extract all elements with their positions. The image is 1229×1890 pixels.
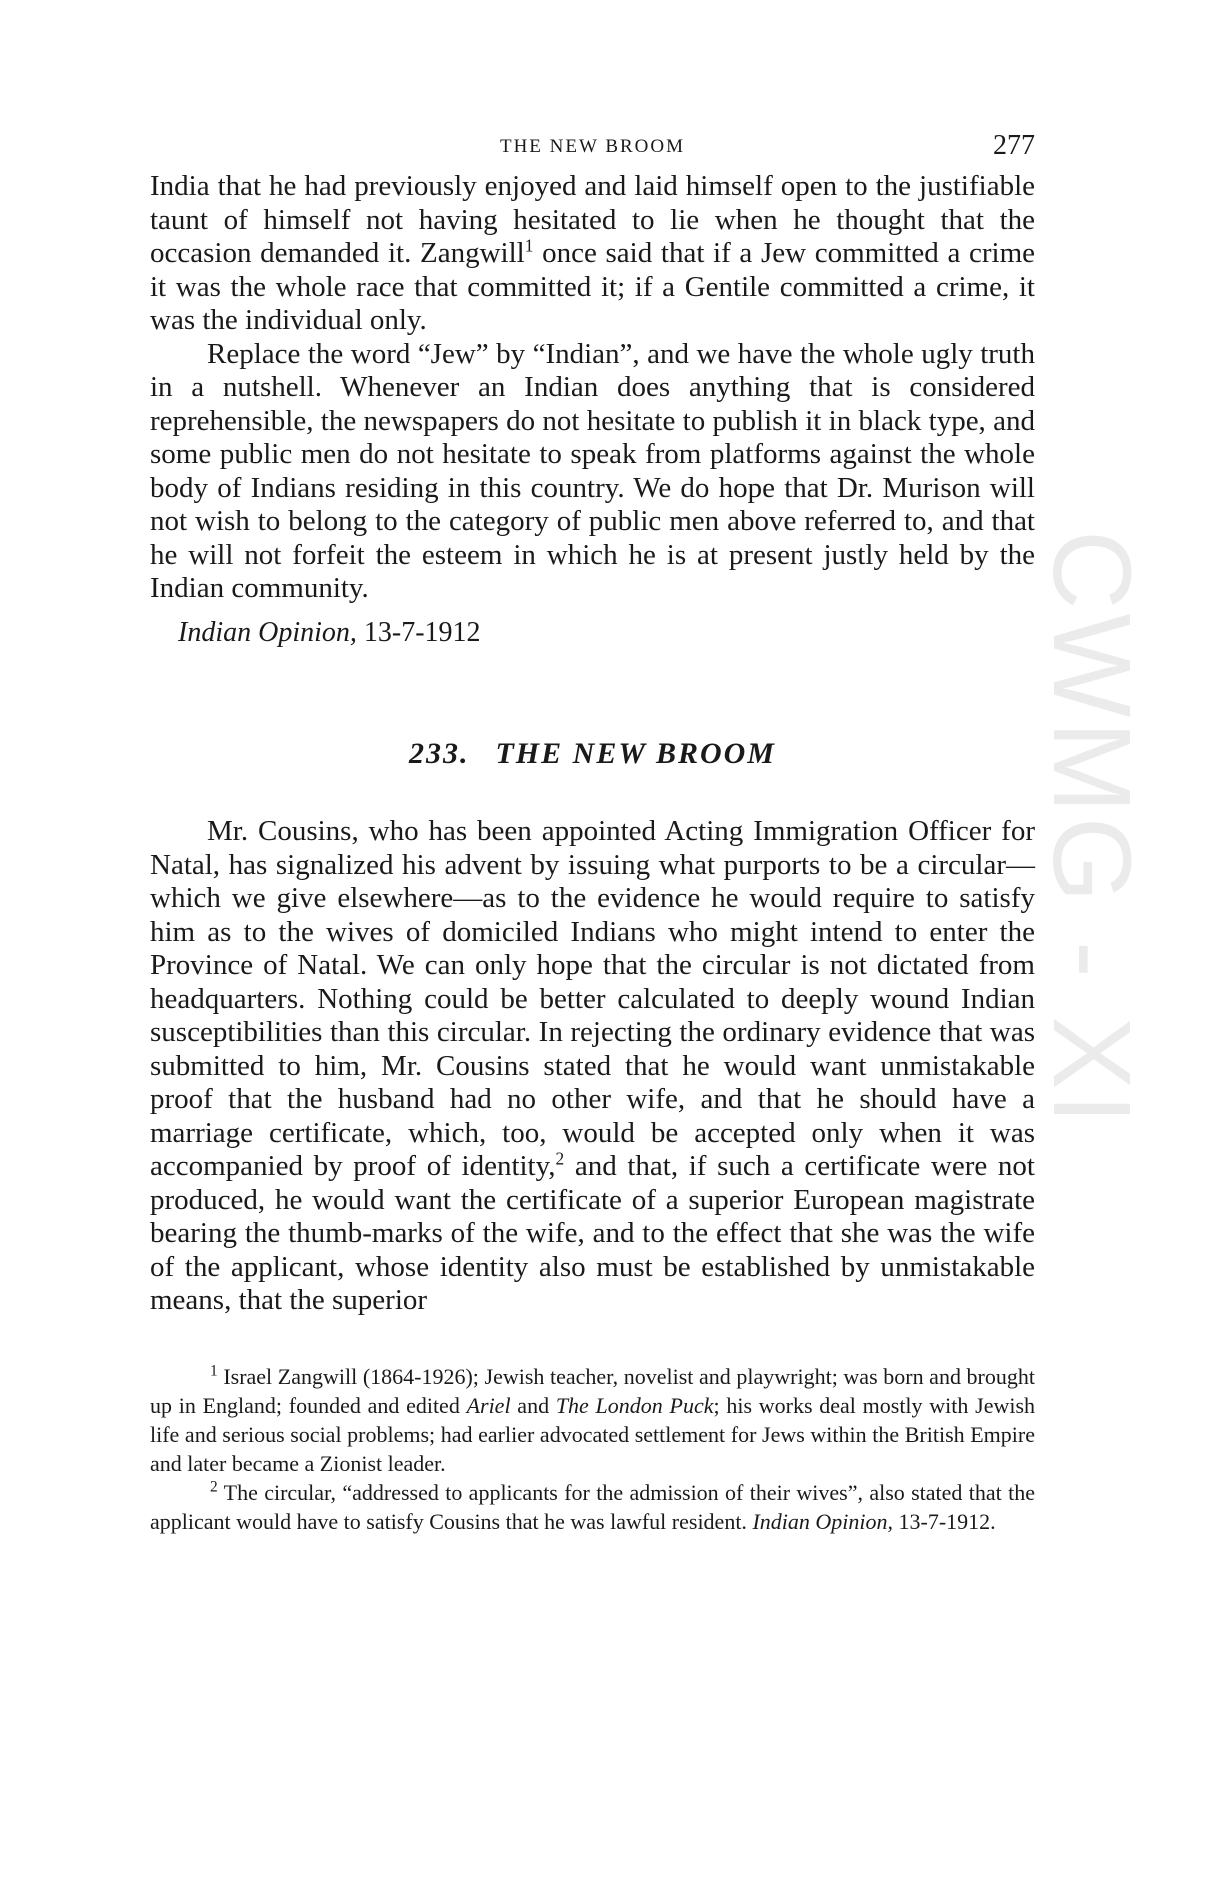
footnote-italic: The London Puck <box>555 1392 714 1418</box>
section-heading <box>150 737 1035 771</box>
paragraph-text: India that he had previously enjoyed and laid himself open to the justifiable taunt of himself not having hesitated to lie when he thought that the occasion demanded it. Zangwill <box>150 170 1035 269</box>
paragraph-text: Mr. Cousins, who has been appointed Acting Immigration Officer for Natal, has signalized his advent by issuing what purports to be a circular—which we give elsewhere—as to the evidence he would require to satisfy him as to the wives of domiciled Indians who might intend to enter the Province of Natal. We can only hope that the circular is not dictated from headquarters. Nothing could be better calculated to deeply wound Indian susceptibilities than this circular. In rejecting the ordinary evidence that was submitted to him, Mr. Cousins stated that he would want unmistakable proof that the husband had no other wife, and that he should have a marriage certificate, which, too, would be accepted only when it was accompanied by proof of identity, <box>150 815 1035 1182</box>
footnote-text: Israel Zangwill (1864-1926); Jewish teacher, novelist and playwright; was born and brought up in England; founded and edited <box>150 1363 1035 1418</box>
watermark: CWMG - XI <box>1030 530 1153 1129</box>
paragraph-text: and that, if such a certificate were not produced, he would want the certificate of a superior European magistrate bearing the thumb-marks of the wife, and to the effect that she was the wife of the applicant, whose identity also must be established by unmistakable means, that the superior <box>150 1150 1035 1316</box>
footnote-italic: Indian Opinion, <box>752 1508 893 1534</box>
running-title: THE NEW BROOM <box>499 136 686 157</box>
paragraph-continued <box>150 170 1035 338</box>
footnote-reference: 1 <box>524 235 534 256</box>
paragraph: Replace the word “Jew” by “Indian”, and we have the whole ugly truth in a nutshell. Whenever an Indian does anything that is considered reprehensible, the newspapers do not hesitate to publish it in black type, and some public men do not hesitate to speak from platforms against the whole body of Indians residing in this country. We do hope that Dr. Murison will not wish to belong to the category of public men above referred to, and that he will not forfeit the esteem in which he is at present justly held by the Indian community. <box>150 337 1035 604</box>
document-page <box>150 130 1035 1536</box>
source-citation <box>178 616 1035 650</box>
footnote-mark: 2 <box>210 1478 218 1496</box>
page-number: 277 <box>993 130 1035 161</box>
source-date: 13-7-1912 <box>363 616 481 648</box>
footnote-text: ; his works deal mostly with Jewish life and serious social problems; had earlier advocated settlement for Jews within the British Empire and later became a Zionist leader. <box>150 1392 1036 1476</box>
footnote-italic: Ariel <box>466 1392 511 1418</box>
section-title: THE NEW BROOM <box>495 737 776 770</box>
footnote-text: The circular, “addressed to applicants for the admission of their wives”, also stated that the applicant would have to satisfy Cousins that he was lawful resident. <box>150 1479 1035 1534</box>
footnote <box>150 1362 1035 1478</box>
section-number: 233. <box>408 737 470 770</box>
footnote-reference: 2 <box>555 1148 565 1169</box>
paragraph-text: once said that if a Jew committed a crime it was the whole race that committed it; if a Gentile committed a crime, it was the individual only. <box>150 237 1036 336</box>
footnote-mark: 1 <box>210 1362 218 1380</box>
footnote-text: and <box>510 1392 556 1418</box>
footnotes <box>150 1362 1035 1536</box>
footnote-text: 13-7-1912. <box>893 1508 996 1534</box>
paragraph <box>150 815 1035 1318</box>
running-head <box>150 130 1035 170</box>
footnote <box>150 1478 1035 1536</box>
source-publication: Indian Opinion, <box>178 616 357 648</box>
